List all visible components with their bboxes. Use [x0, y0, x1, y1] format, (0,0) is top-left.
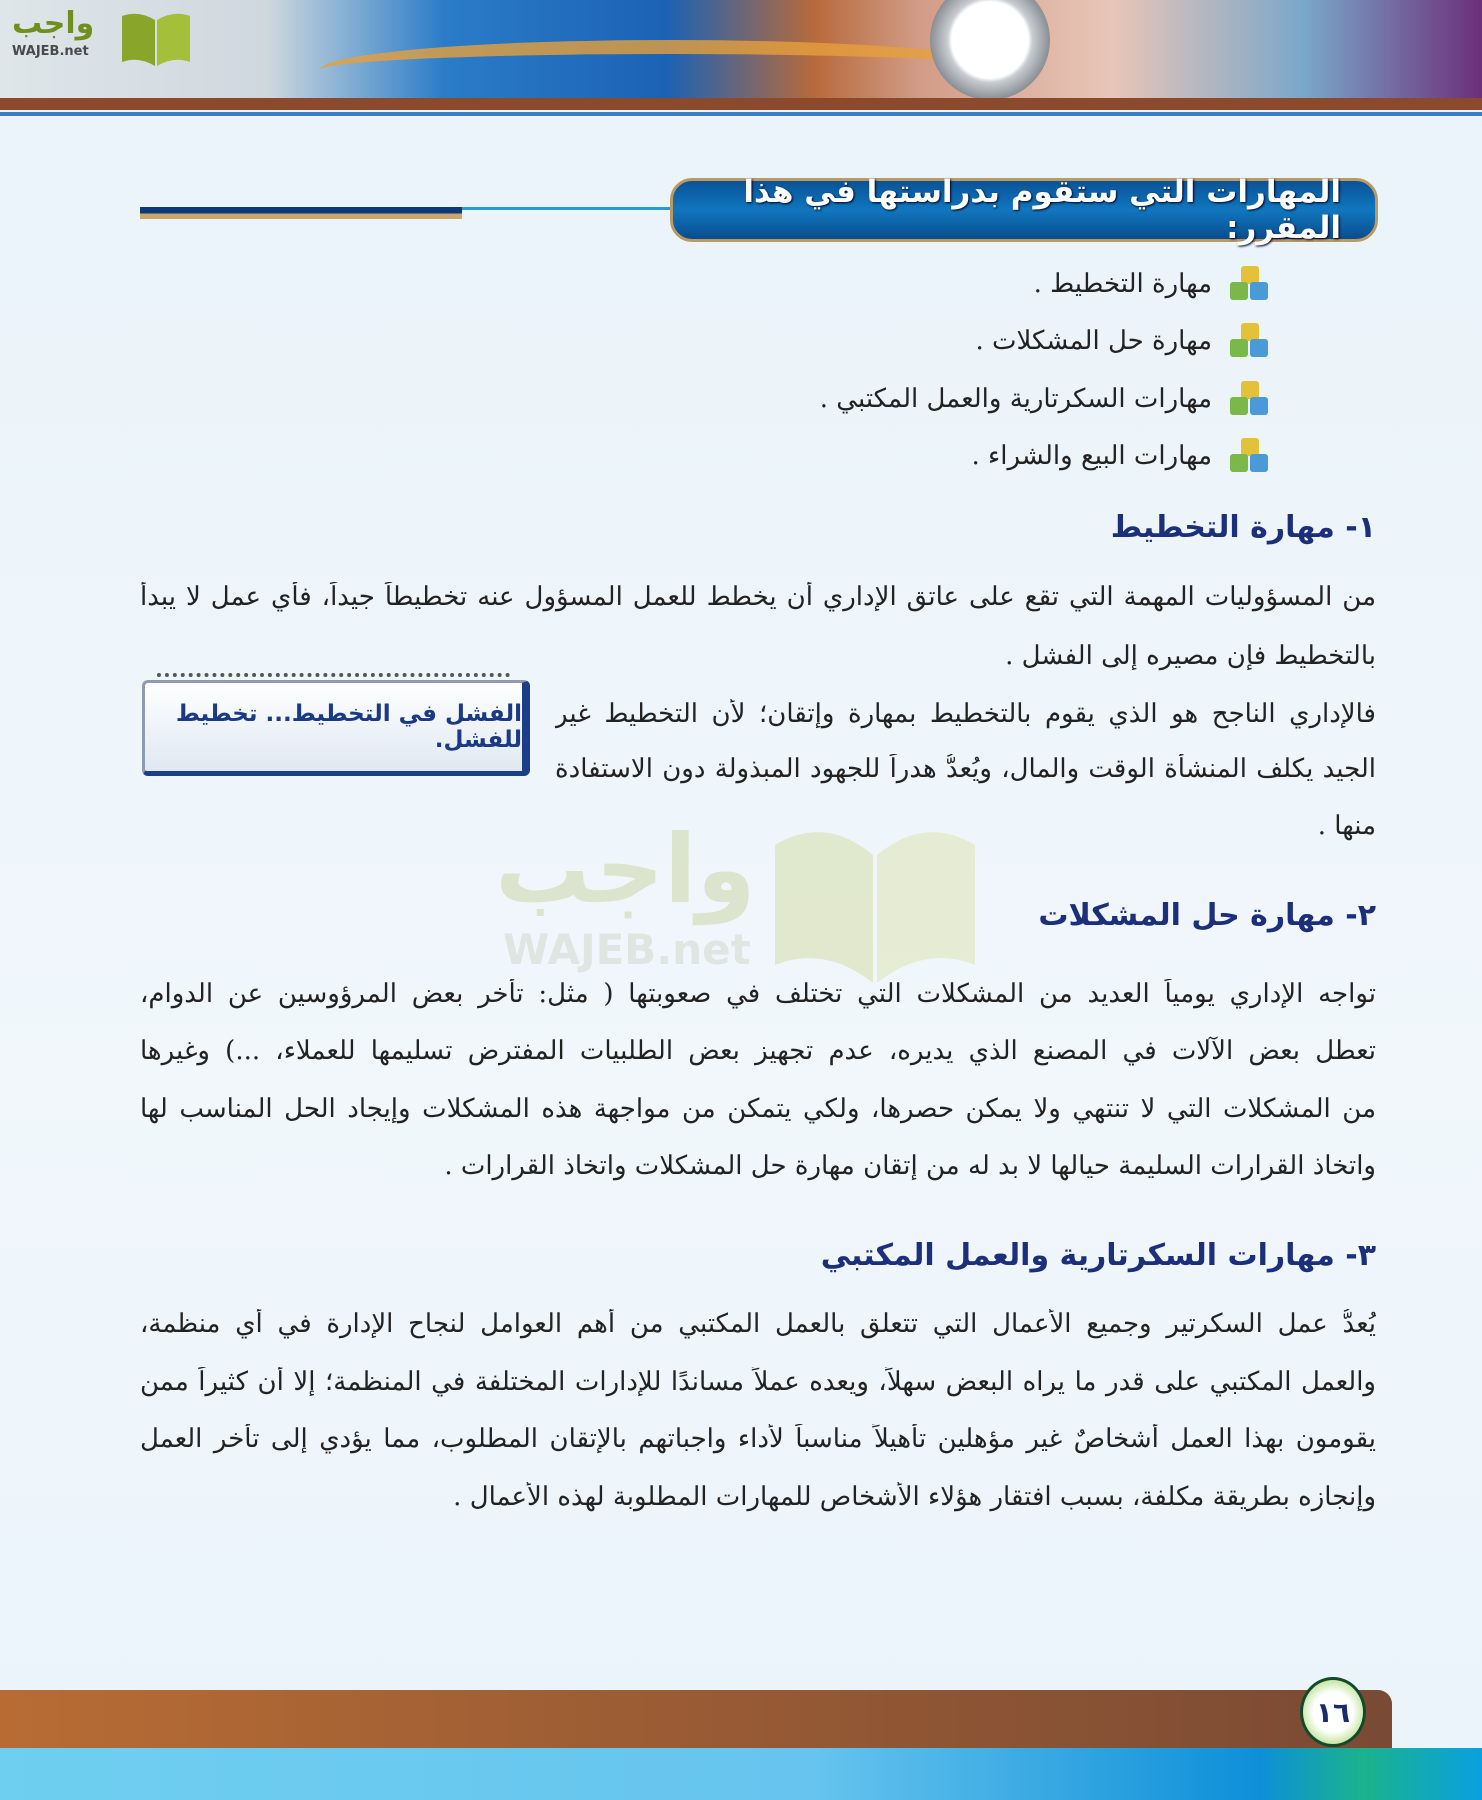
cubes-icon [1230, 323, 1270, 359]
footer-image [0, 1748, 1482, 1800]
paragraph-line: تعطل بعض الآلات في المصنع الذي يديره، عدم تجهيز بعض الطلبيات المفترض تسليمها للعملاء، ...) وغيرها [140, 1036, 1376, 1066]
paragraph-line: بالتخطيط فإن مصيره إلى الفشل . [1005, 641, 1376, 671]
paragraph-line: منها . [1317, 811, 1376, 841]
section-heading-secretarial: ٣- مهارات السكرتارية والعمل المكتبي [820, 1238, 1376, 1273]
paragraph-line: من المشكلات التي لا تنتهي ولا يمكن حصرها، ولكي يتمكن من مواجهة هذه المشكلات وإيجاد الحل المناسب لها [140, 1094, 1376, 1124]
list-item [820, 381, 1270, 417]
watermark-latin: WAJEB.net [503, 925, 751, 974]
paragraph-line: وإنجازه بطريقة مكلفة، بسبب افتقار هؤلاء الأشخاص للمهارات المطلوبة لهذه الأعمال . [453, 1482, 1376, 1512]
page-number: ١٦ [1315, 1695, 1351, 1729]
list-item [975, 323, 1270, 359]
spiral-rings [157, 673, 510, 685]
paragraph-line: واتخاذ القرارات السليمة حيالها لا بد له من إتقان مهارة حل المشكلات واتخاذ القرارات . [444, 1151, 1376, 1181]
section-heading-planning: ١- مهارة التخطيط [1110, 510, 1376, 545]
cubes-icon [1230, 381, 1270, 417]
logo-arabic: واجب [12, 6, 95, 41]
callout-note [142, 680, 530, 776]
list-item [1034, 266, 1270, 302]
paragraph-line: يقومون بهذا العمل أشخاصٌ غير مؤهلين تأهيلاً مناسباً لأداء واجباتهم بالإتقان المطلوب، مما يؤدي إلى تأخر العمل [140, 1424, 1376, 1454]
list-item-text: مهارات السكرتارية والعمل المكتبي . [819, 384, 1212, 414]
paragraph-line: والعمل المكتبي على قدر ما يراه البعض سهلاً، ويعده عملاً مساندًا للإدارات المختلفة في المنظمة؛ إلا أن كثيراً ممن [140, 1367, 1376, 1397]
section-heading-problem-solving: ٢- مهارة حل المشكلات [1038, 898, 1376, 933]
callout-text: الفشل في التخطيط... تخطيط للفشل. [175, 701, 522, 753]
paragraph-line: الجيد يكلف المنشأة الوقت والمال، ويُعدُّ هدراً للجهود المبذولة دون الاستفادة [555, 754, 1376, 784]
section-title: المهارات التي ستقوم بدراستها في هذا المقرر: [743, 174, 1341, 246]
list-item-text: مهارة حل المشكلات . [975, 326, 1212, 356]
paragraph-line: تواجه الإداري يومياً العديد من المشكلات التي تختلف في صعوبتها ( مثل: تأخر بعض المرؤوسين عن الدوام، [140, 979, 1376, 1009]
cubes-icon [1230, 266, 1270, 302]
watermark-arabic: واجب [495, 815, 756, 925]
paragraph-line: فالإداري الناجح هو الذي يقوم بالتخطيط بمهارة وإتقان؛ لأن التخطيط غير [555, 699, 1376, 729]
paragraph-line: من المسؤوليات المهمة التي تقع على عاتق الإداري أن يخطط للعمل المسؤول عنه تخطيطاً جيداً، فأي عمل لا يبدأ [140, 582, 1376, 612]
list-item-text: مهارات البيع والشراء . [971, 441, 1212, 471]
list-item-text: مهارة التخطيط . [1033, 269, 1212, 299]
paragraph-line: يُعدُّ عمل السكرتير وجميع الأعمال التي تتعلق بالعمل المكتبي من أهم العوامل لنجاح الإدارة في أي منظمة، [140, 1309, 1376, 1339]
footer-brown-band [0, 1690, 1392, 1748]
list-item [971, 438, 1270, 474]
page-number-badge [1300, 1677, 1366, 1747]
cubes-icon [1230, 438, 1270, 474]
logo-latin: WAJEB.net [12, 44, 89, 59]
